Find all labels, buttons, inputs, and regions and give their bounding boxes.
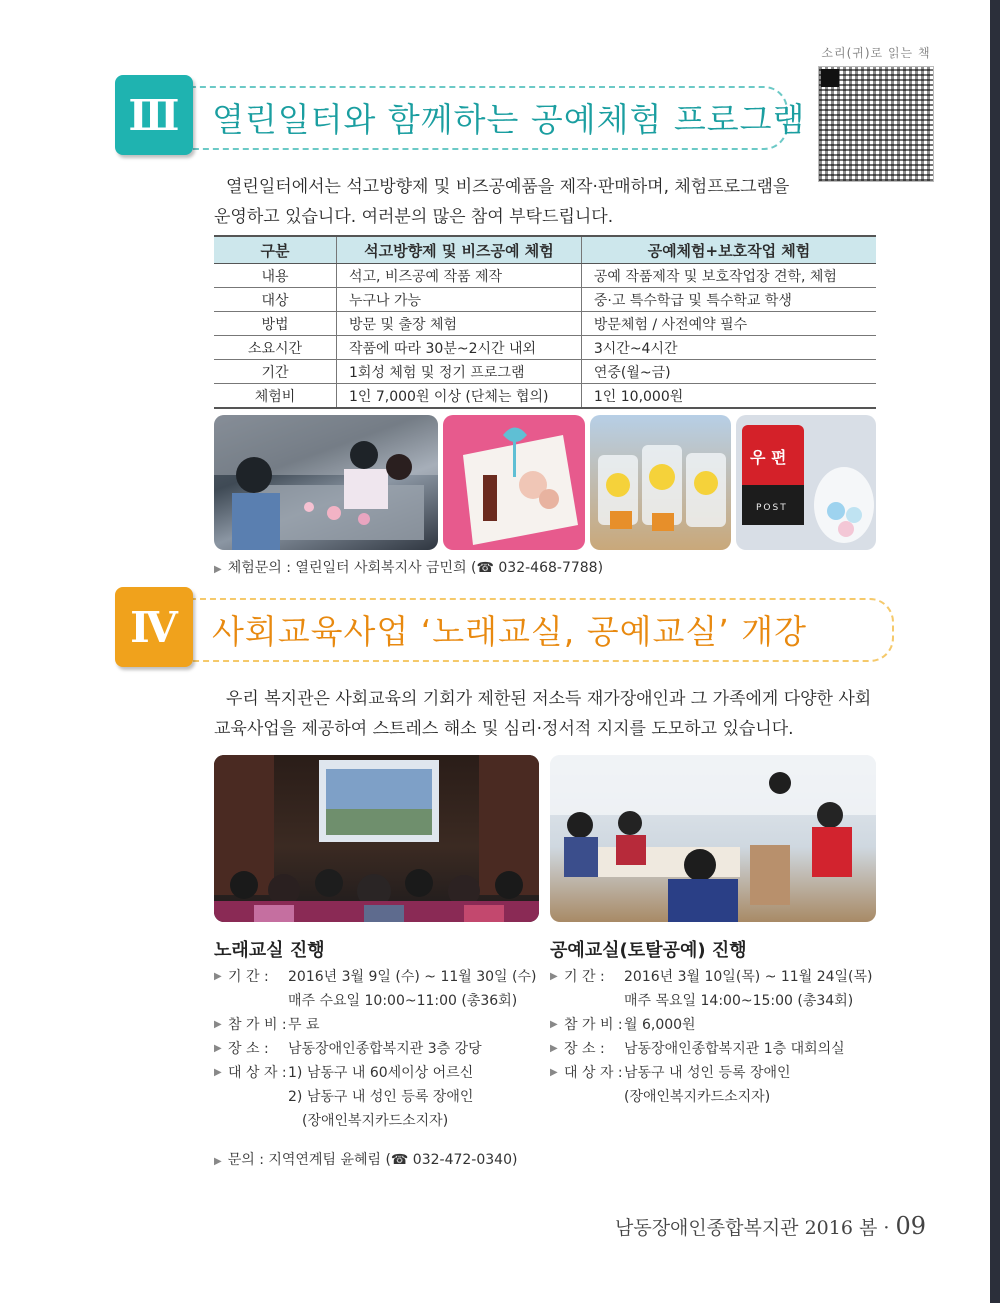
bullet-triangle-icon: ▶ [550, 1067, 558, 1078]
song-class-title: 노래교실 진행 [214, 940, 325, 961]
table-row [214, 264, 876, 288]
photo-craft-class [550, 755, 876, 922]
section3-numeral: Ⅲ [128, 90, 180, 140]
table-cell: 석고, 비즈공예 작품 제작 [337, 264, 582, 288]
song-fee: 무 료 [288, 1017, 320, 1033]
table-cell: 1인 7,000원 이상 (단체는 협의) [337, 384, 582, 409]
table-cell: 작품에 따라 30분~2시간 내외 [337, 336, 582, 360]
table-cell: 방문 및 출장 체험 [337, 312, 582, 336]
song-target-2: 2) 남동구 내 성인 등록 장애인 [288, 1089, 474, 1105]
table-cell: 대상 [214, 288, 337, 312]
page-number: 09 [895, 1212, 926, 1240]
song-target-3: (장애인복지카드소지자) [302, 1113, 449, 1129]
craft-schedule: 매주 목요일 14:00~15:00 (총34회) [624, 993, 854, 1009]
section3-title: 열린일터와 함께하는 공예체험 프로그램 [212, 100, 806, 139]
song-place: 남동장애인종합복지관 3층 강당 [288, 1041, 482, 1057]
song-period: 2016년 3월 9일 (수) ~ 11월 30일 (수) [288, 969, 537, 985]
qr-code-image [818, 66, 934, 182]
song-class-scene-icon [214, 755, 539, 922]
period-label: 기 간 : [228, 969, 269, 985]
place-label: 장 소 : [564, 1041, 605, 1057]
table-cell: 소요시간 [214, 336, 337, 360]
photo-gift-box [443, 415, 585, 550]
section3-contact-text: 체험문의 : 열린일터 사회복지사 금민희 (☎ 032-468-7788) [227, 560, 604, 576]
table-header-cell: 구분 [214, 236, 337, 264]
table-cell: 방문체험 / 사전예약 필수 [581, 312, 876, 336]
craft-class-title: 공예교실(토탈공예) 진행 [550, 940, 747, 961]
photo-craft-workshop [214, 415, 438, 550]
soaps-scene-icon [590, 415, 731, 550]
bullet-triangle-icon: ▶ [550, 971, 558, 982]
photo-packaged-soaps [590, 415, 731, 550]
table-cell: 내용 [214, 264, 337, 288]
bullet-triangle-icon: ▶ [214, 564, 222, 575]
table-cell: 체험비 [214, 384, 337, 409]
song-class-info [214, 965, 544, 1133]
table-cell: 연중(월~금) [581, 360, 876, 384]
period-label: 기 간 : [564, 969, 605, 985]
craft-fee: 월 6,000원 [624, 1017, 696, 1033]
craft-class-scene-icon [550, 755, 876, 922]
table-row [214, 336, 876, 360]
mailbox-label: 우 편 [750, 448, 787, 467]
craft-class-info [550, 965, 880, 1109]
table-cell: 누구나 가능 [337, 288, 582, 312]
section3-intro-line1: 열린일터에서는 석고방향제 및 비즈공예품을 제작·판매하며, 체험프로그램을 [226, 177, 790, 197]
section4-intro-line2: 교육사업을 제공하여 스트레스 해소 및 심리·정서적 지지를 도모하고 있습니다. [214, 719, 794, 739]
bullet-triangle-icon: ▶ [214, 1019, 222, 1030]
mailbox-scene-icon [736, 415, 876, 550]
section4-contact [214, 1149, 517, 1169]
section3-intro-line2: 운영하고 있습니다. 여러분의 많은 참여 부탁드립니다. [214, 207, 614, 227]
table-cell: 3시간~4시간 [581, 336, 876, 360]
table-cell: 기간 [214, 360, 337, 384]
table-cell: 중·고 특수학급 및 특수학교 학생 [581, 288, 876, 312]
section4-title: 사회교육사업 ‘노래교실, 공예교실’ 개강 [212, 612, 807, 651]
workshop-scene-icon [214, 415, 438, 550]
craft-period: 2016년 3월 10일(목) ~ 11월 24일(목) [624, 969, 873, 985]
table-row [214, 360, 876, 384]
song-schedule: 매주 수요일 10:00~11:00 (총36회) [288, 993, 518, 1009]
bullet-triangle-icon: ▶ [550, 1043, 558, 1054]
table-row [214, 312, 876, 336]
section4-contact-text: 문의 : 지역연계팀 윤혜림 (☎ 032-472-0340) [227, 1152, 518, 1168]
section4-intro-line1: 우리 복지관은 사회교육의 기회가 제한된 저소득 재가장애인과 그 가족에게 다양한 사회 [226, 689, 872, 709]
fee-label: 참 가 비 : [228, 1017, 287, 1033]
song-target-1: 1) 남동구 내 60세이상 어르신 [288, 1065, 474, 1081]
publication-name: 남동장애인종합복지관 2016 봄 · [615, 1217, 890, 1239]
table-header-cell: 석고방향제 및 비즈공예 체험 [337, 236, 582, 264]
bullet-triangle-icon: ▶ [214, 1156, 222, 1167]
table-cell: 방법 [214, 312, 337, 336]
table-cell: 1인 10,000원 [581, 384, 876, 409]
bullet-triangle-icon: ▶ [214, 1067, 222, 1078]
audio-book-label: 소리(귀)로 읽는 책 [821, 46, 931, 60]
place-label: 장 소 : [228, 1041, 269, 1057]
page-edge-bar [990, 0, 1000, 1303]
table-cell: 공예 작품제작 및 보호작업장 견학, 체험 [581, 264, 876, 288]
photo-mailbox-soaps [736, 415, 876, 550]
section3-contact [214, 557, 603, 577]
program-table [214, 235, 876, 409]
craft-target-2: (장애인복지카드소지자) [624, 1089, 771, 1105]
table-row [214, 384, 876, 409]
bullet-triangle-icon: ▶ [214, 971, 222, 982]
bullet-triangle-icon: ▶ [550, 1019, 558, 1030]
photo-song-class [214, 755, 539, 922]
section4-numeral-badge [115, 587, 193, 667]
craft-place: 남동장애인종합복지관 1층 대회의실 [624, 1041, 845, 1057]
table-cell: 1회성 체험 및 정기 프로그램 [337, 360, 582, 384]
section4-numeral: Ⅳ [130, 602, 178, 652]
table-header-cell: 공예체험+보호작업 체험 [581, 236, 876, 264]
table-row [214, 288, 876, 312]
craft-target-1: 남동구 내 성인 등록 장애인 [624, 1065, 791, 1081]
section3-numeral-badge [115, 75, 193, 155]
table-header-row [214, 236, 876, 264]
page-footer [615, 1212, 926, 1240]
bullet-triangle-icon: ▶ [214, 1043, 222, 1054]
gift-box-scene-icon [443, 415, 585, 550]
mailbox-post-label: POST [756, 503, 788, 513]
target-label: 대 상 자 : [564, 1065, 623, 1081]
target-label: 대 상 자 : [228, 1065, 287, 1081]
fee-label: 참 가 비 : [564, 1017, 623, 1033]
